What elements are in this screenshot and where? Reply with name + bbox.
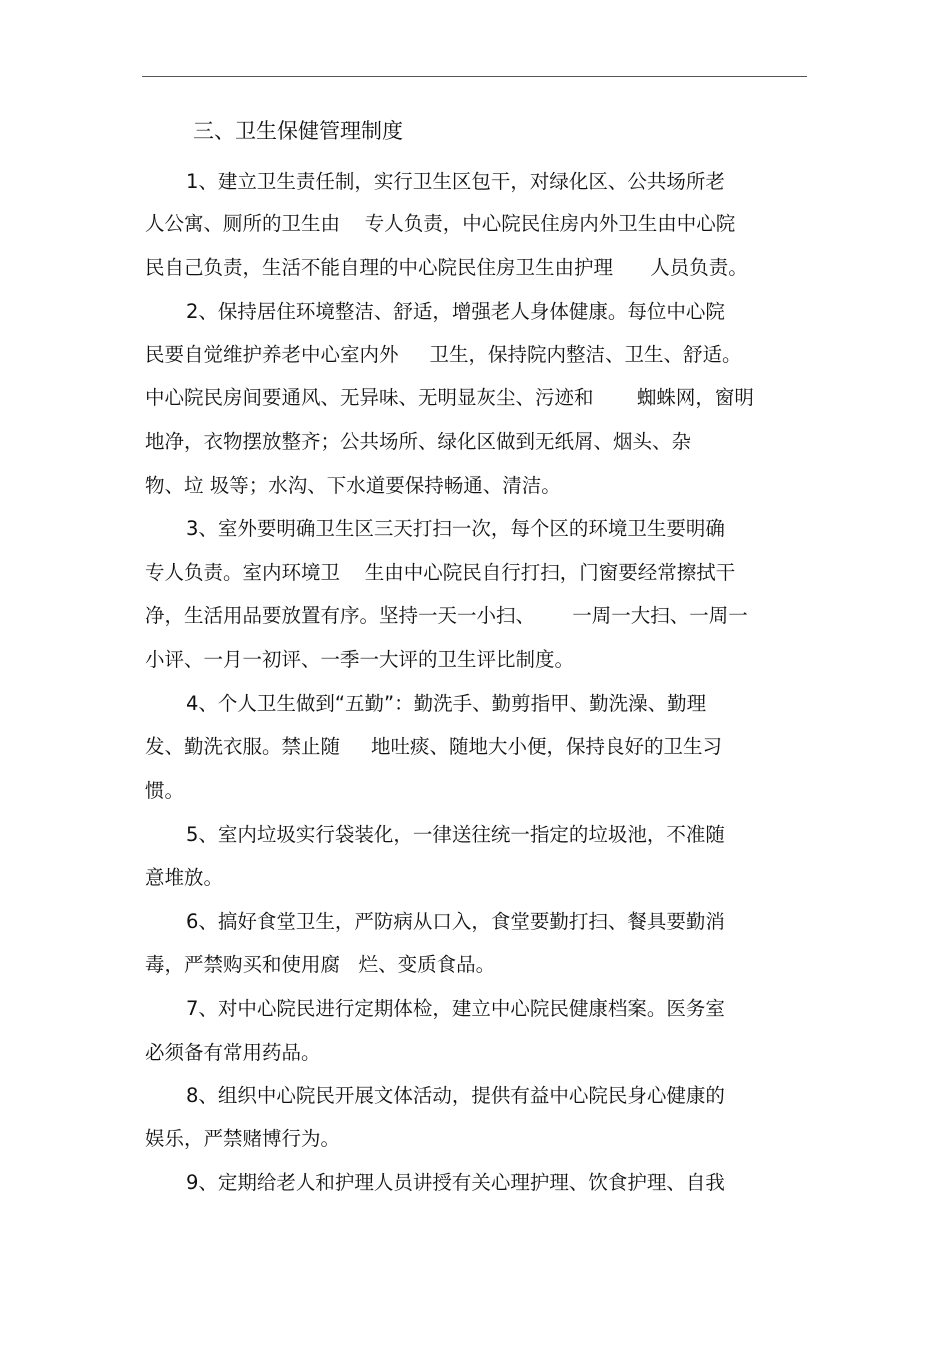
paragraph-line: 必须备有常用药品。 xyxy=(145,1041,321,1064)
paragraph-line: 物、垃 圾等；水沟、下水道要保持畅通、清洁。 xyxy=(145,474,561,497)
paragraph-line: 娱乐，严禁赌博行为。 xyxy=(145,1127,341,1150)
paragraph-line: 中心院民房间要通风、无异味、无明显灰尘、污迹和 蜘蛛网，窗明 xyxy=(145,386,754,409)
section-title: 三、卫生保健管理制度 xyxy=(193,119,403,143)
paragraph-line: 3、室外要明确卫生区三天打扫一次，每个区的环境卫生要明确 xyxy=(186,517,725,540)
paragraph-line: 2、保持居住环境整洁、舒适，增强老人身体健康。每位中心院 xyxy=(186,300,725,323)
paragraph-line: 民要自觉维护养老中心室内外 卫生，保持院内整洁、卫生、舒适。 xyxy=(145,343,742,366)
paragraph-line: 净，生活用品要放置有序。坚持一天一小扫、 一周一大扫、一周一 xyxy=(145,604,748,627)
paragraph-line: 1、建立卫生责任制，实行卫生区包干，对绿化区、公共场所老 xyxy=(186,170,725,193)
paragraph-line: 7、对中心院民进行定期体检，建立中心院民健康档案。医务室 xyxy=(186,997,725,1020)
paragraph-line: 意堆放。 xyxy=(145,866,224,889)
paragraph-line: 9、定期给老人和护理人员讲授有关心理护理、饮食护理、自我 xyxy=(186,1171,725,1194)
paragraph-line: 小评、一月一初评、一季一大评的卫生评比制度。 xyxy=(145,648,575,671)
paragraph-line: 4、个人卫生做到“五勤”：勤洗手、勤剪指甲、勤洗澡、勤理 xyxy=(186,692,707,715)
paragraph-line: 地净，衣物摆放整齐；公共场所、绿化区做到无纸屑、烟头、杂 xyxy=(145,430,692,453)
paragraph-line: 发、勤洗衣服。禁止随 地吐痰、随地大小便，保持良好的卫生习 xyxy=(145,735,722,758)
paragraph-line: 6、搞好食堂卫生，严防病从口入，食堂要勤打扫、餐具要勤消 xyxy=(186,910,725,933)
paragraph-line: 5、室内垃圾实行袋装化，一律送往统一指定的垃圾池，不准随 xyxy=(186,823,725,846)
header-rule xyxy=(142,76,807,77)
paragraph-line: 毒，严禁购买和使用腐 烂、变质食品。 xyxy=(145,953,496,976)
paragraph-line: 民自己负责，生活不能自理的中心院民住房卫生由护理 人员负责。 xyxy=(145,256,748,279)
paragraph-line: 惯。 xyxy=(145,779,185,802)
paragraph-line: 专人负责。室内环境卫 生由中心院民自行打扫，门窗要经常擦拭干 xyxy=(145,561,736,584)
paragraph-line: 8、组织中心院民开展文体活动，提供有益中心院民身心健康的 xyxy=(186,1084,725,1107)
paragraph-line: 人公寓、厕所的卫生由 专人负责，中心院民住房内外卫生由中心院 xyxy=(145,212,736,235)
